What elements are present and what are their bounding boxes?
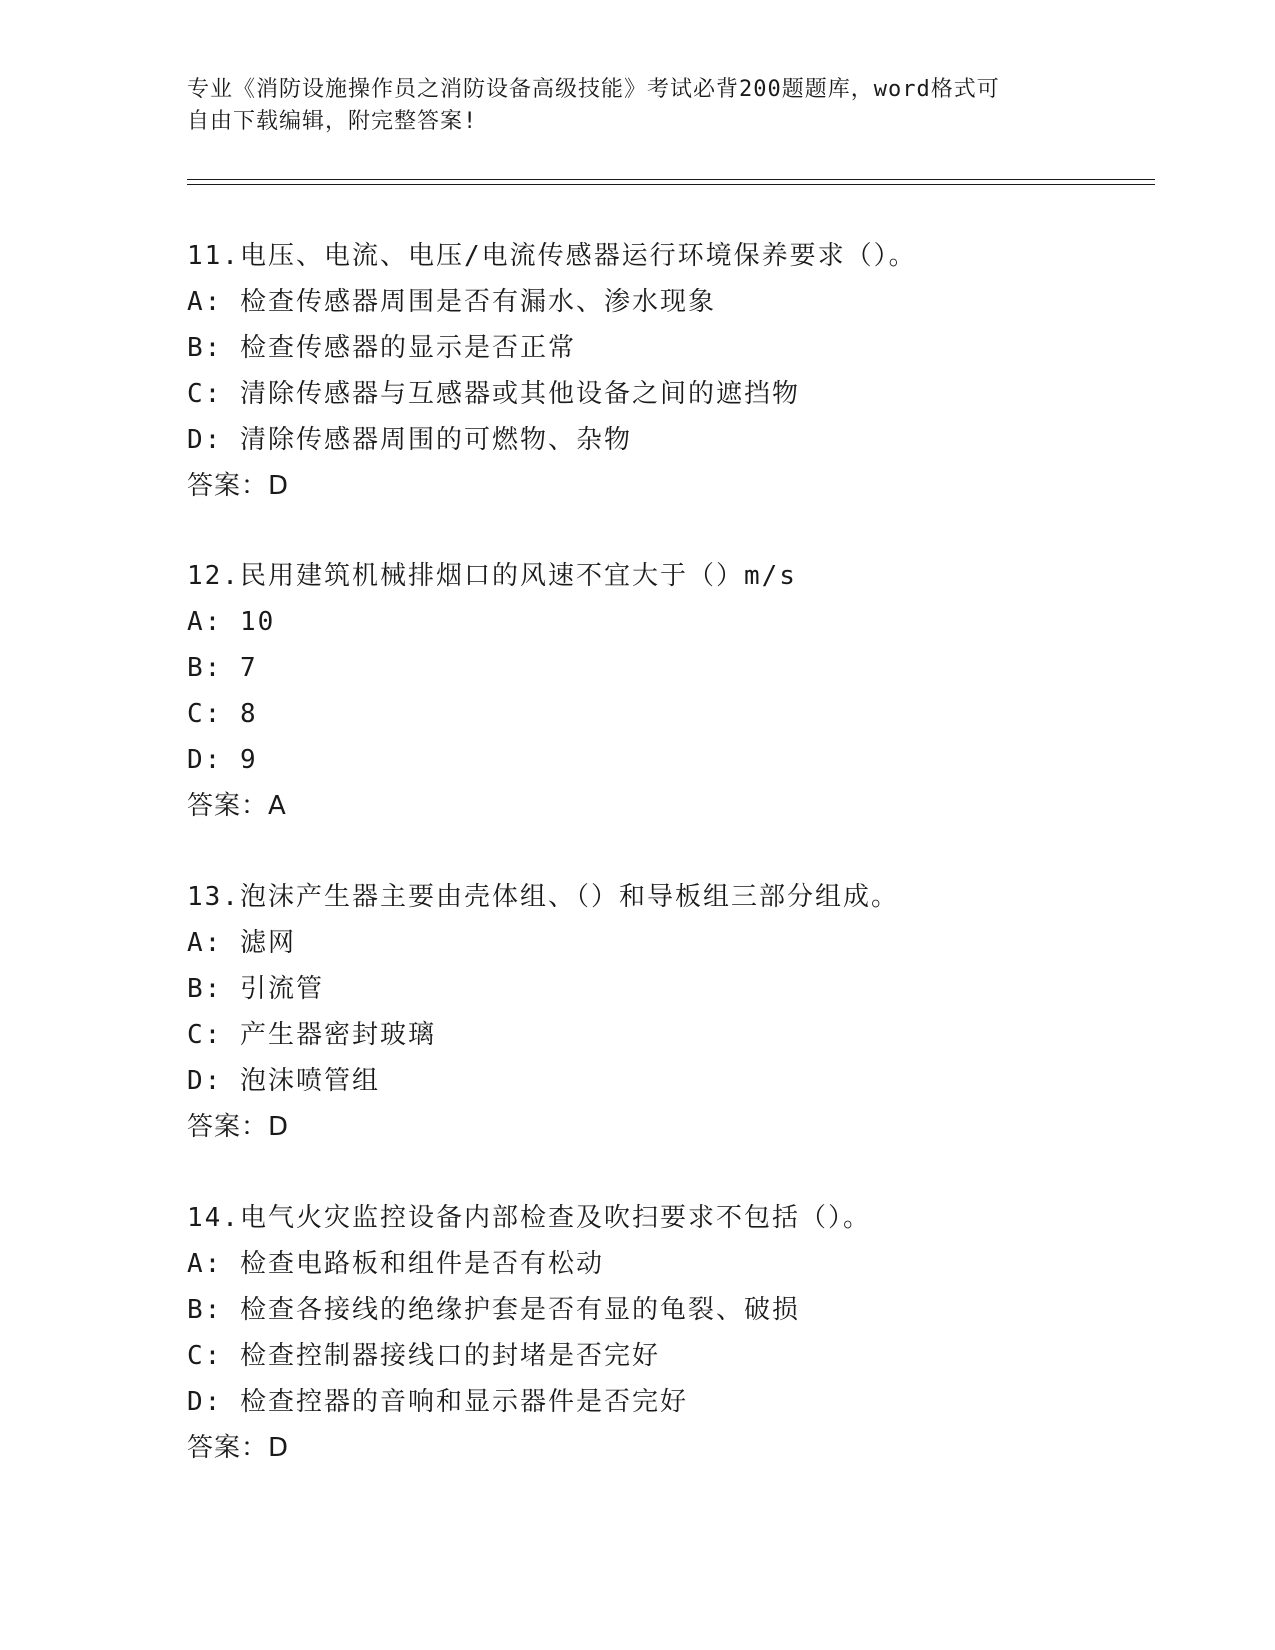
option-c: C: 检查控制器接线口的封堵是否完好: [187, 1341, 660, 1371]
option-a: A: 检查电路板和组件是否有松动: [187, 1249, 604, 1279]
option-d: D: 9: [187, 745, 258, 775]
option-c: C: 产生器密封玻璃: [187, 1020, 436, 1050]
option-c: C: 清除传感器与互感器或其他设备之间的遮挡物: [187, 379, 800, 409]
answer: 答案：D: [187, 1112, 290, 1142]
question-14: [187, 1195, 1147, 1471]
question-stem: 11.电压、电流、电压/电流传感器运行环境保养要求（）。: [187, 241, 917, 271]
option-d: D: 清除传感器周围的可燃物、杂物: [187, 425, 632, 455]
question-stem: 14.电气火灾监控设备内部检查及吹扫要求不包括（）。: [187, 1203, 871, 1233]
option-b: B: 引流管: [187, 974, 324, 1004]
question-stem: 13.泡沫产生器主要由壳体组、（）和导板组三部分组成。: [187, 882, 899, 912]
document-header: [187, 74, 1087, 138]
answer: 答案：A: [187, 791, 287, 821]
header-divider-bottom: [187, 184, 1155, 185]
option-d: D: 泡沫喷管组: [187, 1066, 380, 1096]
question-stem: 12.民用建筑机械排烟口的风速不宜大于（）m/s: [187, 561, 797, 591]
option-a: A: 滤网: [187, 928, 296, 958]
option-c: C: 8: [187, 699, 258, 729]
option-a: A: 10: [187, 607, 276, 637]
option-d: D: 检查控器的音响和显示器件是否完好: [187, 1387, 688, 1417]
option-b: B: 7: [187, 653, 258, 683]
question-11: [187, 233, 1147, 509]
option-b: B: 检查各接线的绝缘护套是否有显的龟裂、破损: [187, 1295, 800, 1325]
question-12: [187, 553, 1147, 829]
question-13: [187, 874, 1147, 1150]
header-divider-top: [187, 179, 1155, 180]
header-line-1: 专业《消防设施操作员之消防设备高级技能》考试必背200题题库，word格式可: [187, 77, 1000, 102]
answer: 答案：D: [187, 471, 290, 501]
answer: 答案：D: [187, 1433, 290, 1463]
option-a: A: 检查传感器周围是否有漏水、渗水现象: [187, 287, 716, 317]
header-line-2: 自由下载编辑，附完整答案!: [187, 109, 478, 134]
option-b: B: 检查传感器的显示是否正常: [187, 333, 576, 363]
